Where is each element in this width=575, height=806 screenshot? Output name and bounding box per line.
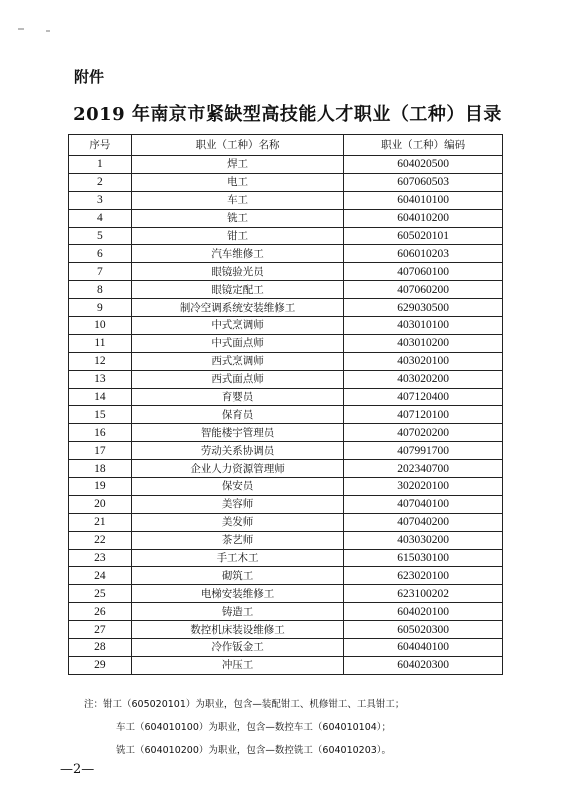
occupation-name: 数控机床装设维修工 [131,621,343,639]
occupation-name: 劳动关系协调员 [131,442,343,460]
column-header-index: 序号 [69,135,132,156]
occupation-name: 智能楼宇管理员 [131,424,343,442]
row-index: 1 [69,156,132,174]
table-row [69,406,503,424]
occupation-code: 202340700 [344,460,503,478]
row-index: 18 [69,460,132,478]
occupation-code: 407020200 [344,424,503,442]
row-index: 2 [69,173,132,191]
table-row [69,478,503,496]
occupation-code: 623020100 [344,567,503,585]
occupation-code: 403030200 [344,531,503,549]
occupation-code: 604010200 [344,209,503,227]
occupation-name: 手工木工 [131,549,343,567]
occupation-name: 美发师 [131,513,343,531]
occupation-name: 茶艺师 [131,531,343,549]
occupation-code: 407120100 [344,406,503,424]
document-title: 2019 年南京市紧缺型高技能人才职业（工种）目录 [73,104,502,125]
note-line: 车工（604010100）为职业，包含—数控车工（604010104）； [116,722,392,733]
row-index: 29 [69,656,132,674]
occupation-code: 604040100 [344,639,503,657]
occupation-name: 铸造工 [131,603,343,621]
table-row [69,245,503,263]
row-index: 13 [69,370,132,388]
occupation-name: 中式烹调师 [131,317,343,335]
row-index: 26 [69,603,132,621]
occupation-name: 钳工 [131,227,343,245]
table-row [69,621,503,639]
table-row [69,460,503,478]
occupation-table [68,134,503,675]
occupation-code: 407060200 [344,281,503,299]
table-row [69,299,503,317]
occupation-code: 607060503 [344,173,503,191]
table-row [69,495,503,513]
table-row [69,191,503,209]
occupation-name: 保安员 [131,478,343,496]
occupation-name: 保育员 [131,406,343,424]
row-index: 22 [69,531,132,549]
attachment-label: 附件 [74,68,105,86]
occupation-name: 企业人力资源管理师 [131,460,343,478]
table-row [69,334,503,352]
table-row [69,352,503,370]
occupation-code: 615030100 [344,549,503,567]
row-index: 19 [69,478,132,496]
row-index: 9 [69,299,132,317]
row-index: 24 [69,567,132,585]
row-index: 4 [69,209,132,227]
table-row [69,227,503,245]
page-number: —2— [60,762,95,777]
row-index: 11 [69,334,132,352]
table-row [69,388,503,406]
row-index: 23 [69,549,132,567]
row-index: 17 [69,442,132,460]
table-row [69,173,503,191]
occupation-code: 629030500 [344,299,503,317]
scan-speck [46,30,50,32]
table-row [69,639,503,657]
table-row [69,585,503,603]
row-index: 6 [69,245,132,263]
table-row [69,209,503,227]
occupation-code: 605020101 [344,227,503,245]
note-line: 铣工（604010200）为职业，包含—数控铣工（604010203）。 [116,745,392,756]
table-row [69,567,503,585]
occupation-code: 605020300 [344,621,503,639]
table-row [69,513,503,531]
occupation-name: 电工 [131,173,343,191]
table-row [69,281,503,299]
row-index: 7 [69,263,132,281]
occupation-code: 403020200 [344,370,503,388]
occupation-code: 407991700 [344,442,503,460]
occupation-code: 403020100 [344,352,503,370]
occupation-code: 407040100 [344,495,503,513]
occupation-code: 407040200 [344,513,503,531]
row-index: 28 [69,639,132,657]
row-index: 15 [69,406,132,424]
row-index: 8 [69,281,132,299]
note-line: 注：钳工（605020101）为职业，包含—装配钳工、机修钳工、工具钳工； [84,699,405,710]
row-index: 21 [69,513,132,531]
table-row [69,317,503,335]
occupation-code: 403010200 [344,334,503,352]
occupation-code: 403010100 [344,317,503,335]
row-index: 14 [69,388,132,406]
occupation-name: 制冷空调系统安装维修工 [131,299,343,317]
table-body [69,156,503,675]
row-index: 20 [69,495,132,513]
table-row [69,549,503,567]
table-row [69,263,503,281]
occupation-name: 冲压工 [131,656,343,674]
occupation-code: 604010100 [344,191,503,209]
row-index: 10 [69,317,132,335]
table-header-row [69,135,503,156]
occupation-name: 眼镜验光员 [131,263,343,281]
occupation-code: 302020100 [344,478,503,496]
table-row [69,531,503,549]
occupation-name: 中式面点师 [131,334,343,352]
occupation-name: 育婴员 [131,388,343,406]
occupation-code: 407120400 [344,388,503,406]
row-index: 5 [69,227,132,245]
occupation-name: 西式烹调师 [131,352,343,370]
occupation-name: 电梯安装维修工 [131,585,343,603]
table-row [69,370,503,388]
occupation-name: 砌筑工 [131,567,343,585]
row-index: 3 [69,191,132,209]
row-index: 12 [69,352,132,370]
occupation-name: 焊工 [131,156,343,174]
occupation-code: 604020100 [344,603,503,621]
column-header-code: 职业（工种）编码 [344,135,503,156]
occupation-name: 眼镜定配工 [131,281,343,299]
occupation-name: 美容师 [131,495,343,513]
occupation-code: 604020500 [344,156,503,174]
occupation-code: 606010203 [344,245,503,263]
table-row [69,603,503,621]
scan-speck [18,28,24,30]
column-header-name: 职业（工种）名称 [131,135,343,156]
row-index: 25 [69,585,132,603]
notes [84,693,404,762]
table-row [69,656,503,674]
occupation-name: 车工 [131,191,343,209]
row-index: 16 [69,424,132,442]
table-row [69,442,503,460]
table-row [69,156,503,174]
occupation-name: 铣工 [131,209,343,227]
occupation-code: 623100202 [344,585,503,603]
occupation-name: 西式面点师 [131,370,343,388]
occupation-name: 冷作钣金工 [131,639,343,657]
occupation-code: 407060100 [344,263,503,281]
occupation-code: 604020300 [344,656,503,674]
table-row [69,424,503,442]
row-index: 27 [69,621,132,639]
occupation-name: 汽车维修工 [131,245,343,263]
